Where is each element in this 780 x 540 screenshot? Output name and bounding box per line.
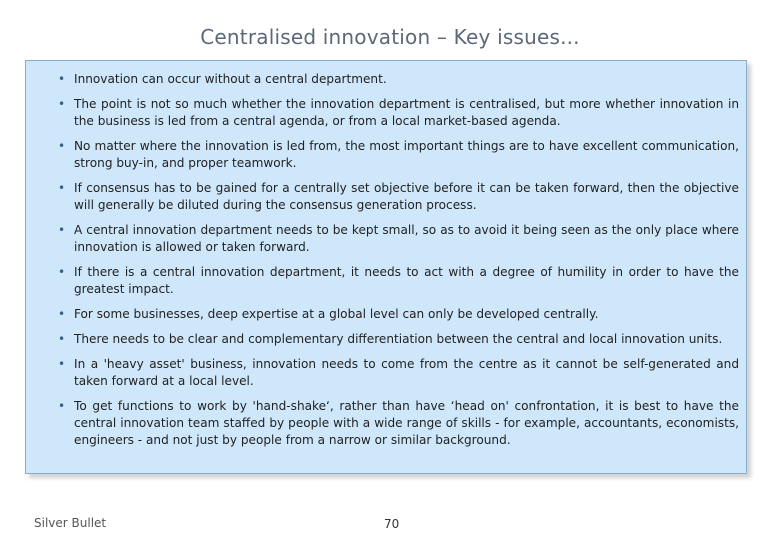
- list-item-text: For some businesses, deep expertise at a global level can only be developed centrally.: [74, 307, 599, 321]
- list-item: [37, 306, 739, 323]
- page-title: Centralised innovation – Key issues...: [200, 25, 580, 49]
- bullet-list: [37, 71, 739, 449]
- list-item-text: To get functions to work by 'hand-shake‘, rather than have ‘head on' confrontation, it is best to have the central innovation team staffed by people with a wide range of skills - for example, accountants, economists, engineers - and not just by people from a narrow or similar background.: [74, 399, 739, 447]
- bullet-icon: •: [58, 265, 66, 279]
- list-item-text: A central innovation department needs to be kept small, so as to avoid it being seen as the only place where innovation is allowed or taken forward.: [74, 223, 739, 254]
- page-number: 70: [384, 517, 400, 531]
- bullet-icon: •: [58, 72, 66, 86]
- list-item: [37, 96, 739, 130]
- bullet-icon: •: [58, 332, 66, 346]
- bullet-icon: •: [58, 139, 66, 153]
- list-item: [37, 71, 739, 88]
- list-item-text: If consensus has to be gained for a centrally set objective before it can be taken forward, then the objective will generally be diluted during the consensus generation process.: [74, 181, 739, 212]
- bullet-icon: •: [58, 307, 66, 321]
- content-box: [25, 60, 747, 474]
- bullet-icon: •: [58, 181, 66, 195]
- list-item-text: Innovation can occur without a central department.: [74, 72, 387, 86]
- bullet-icon: •: [58, 357, 66, 371]
- list-item: [37, 356, 739, 390]
- list-item: [37, 331, 739, 348]
- list-item-text: If there is a central innovation department, it needs to act with a degree of humility in order to have the greatest impact.: [74, 265, 739, 296]
- list-item-text: No matter where the innovation is led from, the most important things are to have excellent communication, strong buy-in, and proper teamwork.: [74, 139, 739, 170]
- list-item-text: In a 'heavy asset' business, innovation needs to come from the centre as it cannot be self-generated and taken forward at a local level.: [74, 357, 739, 388]
- list-item: [37, 398, 739, 449]
- list-item: [37, 180, 739, 214]
- bullet-icon: •: [58, 399, 66, 413]
- list-item: [37, 138, 739, 172]
- bullet-icon: •: [58, 97, 66, 111]
- bullet-icon: •: [58, 223, 66, 237]
- list-item-text: The point is not so much whether the innovation department is centralised, but more whether innovation in the business is led from a central agenda, or from a local market-based agenda.: [74, 97, 739, 128]
- footer-brand: Silver Bullet: [34, 516, 107, 530]
- list-item-text: There needs to be clear and complementary differentiation between the central and local innovation units.: [74, 332, 723, 346]
- list-item: [37, 222, 739, 256]
- list-item: [37, 264, 739, 298]
